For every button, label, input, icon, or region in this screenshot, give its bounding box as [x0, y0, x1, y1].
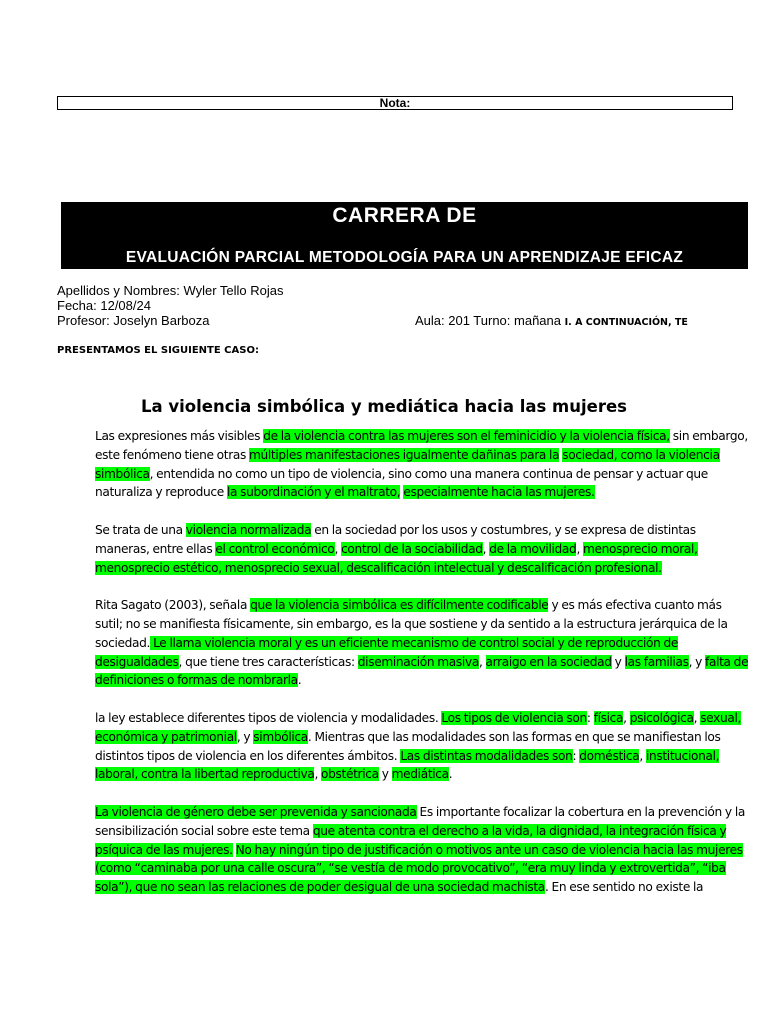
highlighted-text: que atenta contra el derecho a la vida, la dignidad, la integración física y psíquica de las mujeres. [95, 823, 727, 857]
highlighted-text: de la violencia contra las mujeres son el feminicidio y la violencia física, [263, 429, 670, 443]
exam-title: EVALUACIÓN PARCIAL METODOLOGÍA PARA UN APRENDIZAJE EFICAZ [125, 249, 684, 266]
text-span: la ley establece diferentes tipos de violencia y modalidades. [95, 710, 442, 725]
highlighted-text: control de la sociabilidad [341, 541, 483, 556]
highlighted-text: mediática [391, 767, 449, 782]
text-span: Las expresiones más visibles [95, 429, 264, 443]
highlighted-text: arraigo en la sociedad [485, 654, 612, 669]
text-span: y [611, 654, 625, 669]
text-span: , que tiene tres características: [178, 654, 358, 669]
highlighted-text: sexual, económica y patrimonial [95, 710, 742, 744]
highlighted-text: diseminación masiva [357, 654, 479, 669]
exam-date: Fecha: 12/08/24 [57, 298, 151, 313]
paragraph-5 [95, 803, 750, 897]
text-span: sin embargo, este fenómeno tiene otras [95, 429, 748, 462]
highlighted-text: simbólica [253, 729, 308, 744]
room-shift [415, 313, 688, 330]
student-name: Apellidos y Nombres: Wyler Tello Rojas [57, 283, 284, 298]
text-span: , [478, 654, 486, 669]
highlighted-text: psicológica [629, 710, 694, 725]
highlighted-text: menosprecio moral, menosprecio estético, menosprecio sexual, descalificación intelectual y descalificación profesional. [95, 541, 698, 575]
text-span: . En ese sentido no existe la [544, 880, 704, 895]
highlighted-text: el control económico [215, 541, 335, 556]
grade-box [57, 96, 733, 110]
text-span: , [576, 541, 583, 556]
text-span: , [482, 541, 490, 556]
text-span: , [693, 710, 701, 725]
nota-label: Nota: [379, 96, 411, 110]
text-span: . [297, 673, 302, 688]
text-span: en la sociedad por los usos y costumbres, y se expresa de distintas maneras, entre ellas [95, 522, 696, 556]
highlighted-text: que la violencia simbólica es difícilmente codificable [250, 598, 549, 613]
text-span: , [623, 710, 630, 725]
highlighted-text: la subordinación y el maltrato, [226, 485, 401, 500]
highlighted-text: física [593, 710, 624, 725]
text-span: y [378, 767, 392, 782]
highlighted-text: especialmente hacia las mujeres. [403, 485, 595, 500]
highlighted-text: violencia normalizada [185, 522, 312, 537]
highlighted-text: las familias [624, 654, 689, 669]
highlighted-text: doméstica [579, 748, 640, 763]
text-span: , y [236, 729, 254, 744]
highlighted-text: No hay ningún tipo de justificación o motivos ante un caso de violencia hacia las mujeres (como “caminaba por una calle oscura”, “se vestía de modo provocativo”, “era muy linda y extrovertida”, “iba sola”), que no sean las relaciones de poder desigual de una sociedad machista [95, 842, 743, 895]
text-span: , entendida no como un tipo de violencia, sino como una manera continua de pensar y actuar que naturaliza y reproduce [95, 466, 708, 500]
article-body [95, 427, 750, 916]
header-banner [61, 202, 748, 269]
text-span: Rita Sagato (2003), señala [95, 598, 251, 613]
text-span: . [448, 767, 453, 782]
highlighted-text: de la movilidad [489, 541, 577, 556]
highlighted-text: Le llama violencia moral y es un eficiente mecanismo de control social y de reproducción de desigualdades [95, 635, 679, 669]
article-title: La violencia simbólica y mediática hacia las mujeres [140, 397, 627, 416]
highlighted-text: institucional, laboral, contra la libertad reproductiva [95, 748, 720, 782]
highlighted-text: La violencia de género debe ser prevenida y sancionada [95, 804, 417, 819]
text-span: . Mientras que las modalidades son las formas en que se manifiestan los distintos tipos de violencia en los diferentes ámbitos. [95, 729, 721, 763]
highlighted-text: múltiples manifestaciones igualmente dañinas para la [249, 447, 560, 462]
highlighted-text: Las distintas modalidades son [400, 748, 573, 763]
text-span: Es importante focalizar la cobertura en la prevención y la sensibilización social sobre este tema [95, 804, 745, 838]
paragraph-1 [95, 427, 750, 502]
highlighted-text: obstétrica [321, 767, 379, 782]
highlighted-text: Los tipos de violencia son [441, 710, 587, 725]
text-span: , [314, 767, 322, 782]
text-span: : [572, 748, 580, 763]
paragraph-3 [95, 596, 750, 690]
career-title: CARRERA DE [332, 204, 477, 227]
paragraph-4 [95, 709, 750, 784]
text-span: , [639, 748, 646, 763]
text-span: y es más efectiva cuanto más sutil; no se manifiesta físicamente, sin embargo, es la que sostiene y da sentido a la estructura jerárquica de la sociedad. [95, 598, 728, 650]
text-span: , [334, 541, 342, 556]
text-span: : [586, 710, 594, 725]
case-intro: PRESENTAMOS EL SIGUIENTE CASO: [57, 345, 259, 356]
highlighted-text: sociedad, como la violencia simbólica [95, 447, 720, 481]
text-span: , y [688, 654, 706, 669]
teacher-name: Profesor: Joselyn Barboza [57, 313, 210, 328]
paragraph-2 [95, 521, 750, 577]
text-span: Se trata de una [95, 522, 186, 537]
highlighted-text: falta de definiciones o formas de nombrarla [95, 654, 749, 688]
room-info: Aula: 201 Turno: mañana [415, 313, 561, 328]
instruction-fragment: I. A CONTINUACIÓN, TE [564, 317, 688, 328]
